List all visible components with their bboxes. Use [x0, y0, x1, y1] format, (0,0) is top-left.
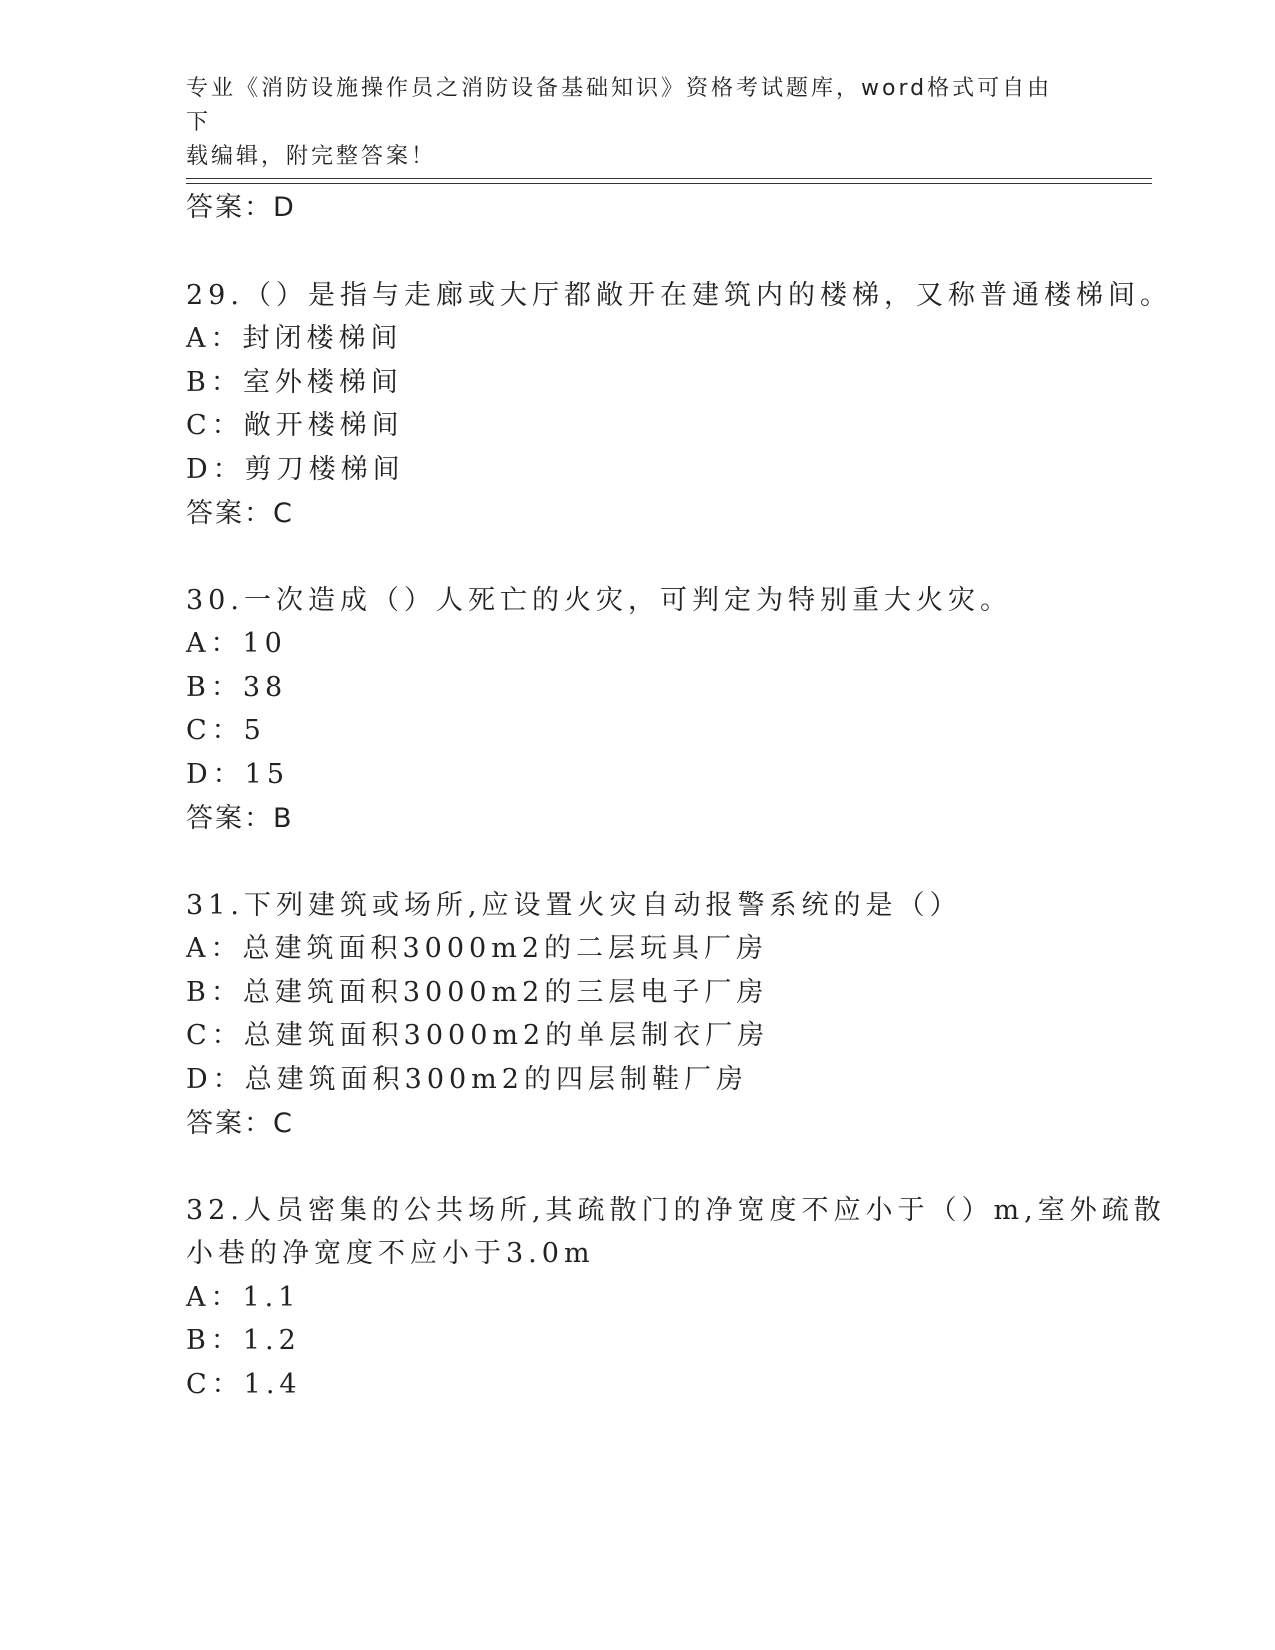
question-29-answer: 答案：C	[186, 498, 294, 529]
question-31-option-b: B：总建筑面积3000m2的三层电子厂房	[186, 977, 769, 1008]
question-31-option-d: D：总建筑面积300m2的四层制鞋厂房	[186, 1064, 748, 1095]
question-32-option-b: B：1.2	[186, 1325, 301, 1356]
question-32-option-a: A：1.1	[186, 1282, 301, 1313]
question-32-stem-line-2: 小巷的净宽度不应小于3.0m	[186, 1238, 595, 1269]
question-30-option-d: D：15	[186, 759, 290, 790]
question-30-answer: 答案：B	[186, 803, 294, 834]
header-line-1: 专业《消防设施操作员之消防设备基础知识》资格考试题库，word格式可自由下	[186, 76, 1053, 135]
question-29-option-c: C：敞开楼梯间	[186, 410, 404, 441]
question-29-option-b: B：室外楼梯间	[186, 367, 403, 398]
previous-answer: 答案：D	[186, 192, 296, 223]
header-divider-top	[186, 178, 1152, 179]
header-line-2: 载编辑，附完整答案！	[186, 144, 437, 169]
question-29-option-a: A：封闭楼梯间	[186, 323, 403, 354]
header-divider-bottom	[186, 183, 1152, 184]
question-30-option-c: C：5	[186, 715, 266, 746]
question-31-option-c: C：总建筑面积3000m2的单层制衣厂房	[186, 1020, 770, 1051]
question-32-stem-line-1: 32.人员密集的公共场所,其疏散门的净宽度不应小于（）m,室外疏散	[186, 1195, 1166, 1226]
question-29-stem: 29.（）是指与走廊或大厅都敞开在建筑内的楼梯，又称普通楼梯间。	[186, 280, 1172, 311]
question-31-option-a: A：总建筑面积3000m2的二层玩具厂房	[186, 933, 768, 964]
document-header	[186, 72, 1066, 174]
question-30-option-b: B：38	[186, 672, 288, 703]
question-32-option-c: C：1.4	[186, 1369, 302, 1400]
question-29-option-d: D：剪刀楼梯间	[186, 454, 405, 485]
question-31-answer: 答案：C	[186, 1108, 294, 1139]
question-31-stem: 31.下列建筑或场所,应设置火灾自动报警系统的是（）	[186, 890, 962, 921]
question-30-option-a: A：10	[186, 628, 287, 659]
question-30-stem: 30.一次造成（）人死亡的火灾，可判定为特别重大火灾。	[186, 585, 1012, 616]
